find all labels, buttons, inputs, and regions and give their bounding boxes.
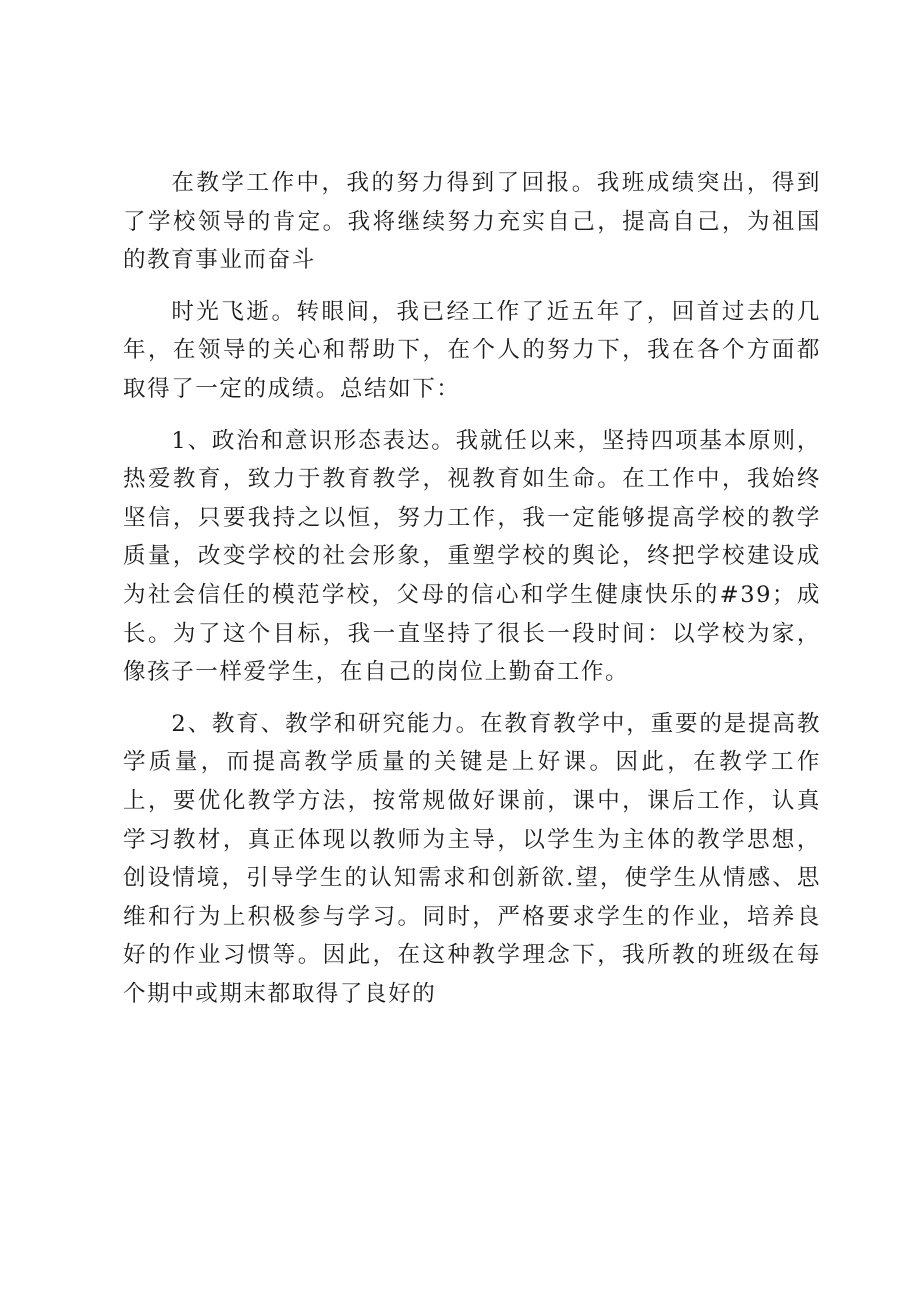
- paragraph-teaching-research: 2、教育、教学和研究能力。在教育教学中，重要的是提高教学质量，而提高教学质量的关键是上好课。因此，在教学工作上，要优化教学方法，按常规做好课前，课中，课后工作，认真学习教材，真正体现以教师为主导，以学生为主体的教学思想，创设情境，引导学生的认知需求和创新欲.望，使学生从情感、思维和行为上积极参与学习。同时，严格要求学生的作业，培养良好的作业习惯等。因此，在这种教学理念下，我所教的班级在每个期中或期末都取得了良好的: [123, 710, 821, 1007]
- paragraph-summary-intro: 时光飞逝。转眼间，我已经工作了近五年了，回首过去的几年，在领导的关心和帮助下，在个人的努力下，我在各个方面都取得了一定的成绩。总结如下：: [123, 298, 821, 402]
- document-body: [123, 164, 821, 1013]
- paragraph-teaching-results: 在教学工作中，我的努力得到了回报。我班成绩突出，得到了学校领导的肯定。我将继续努力充实自己，提高自己，为祖国的教育事业而奋斗: [123, 170, 821, 274]
- paragraph-political-ideology: 1、政治和意识形态表达。我就任以来，坚持四项基本原则，热爱教育，致力于教育教学，视教育如生命。在工作中，我始终坚信，只要我持之以恒，努力工作，我一定能够提高学校的教学质量，改变学校的社会形象，重塑学校的舆论，终把学校建设成为社会信任的模范学校，父母的信心和学生健康快乐的#39；成长。为了这个目标，我一直坚持了很长一段时间：以学校为家，像孩子一样爱学生，在自己的岗位上勤奋工作。: [123, 427, 821, 686]
